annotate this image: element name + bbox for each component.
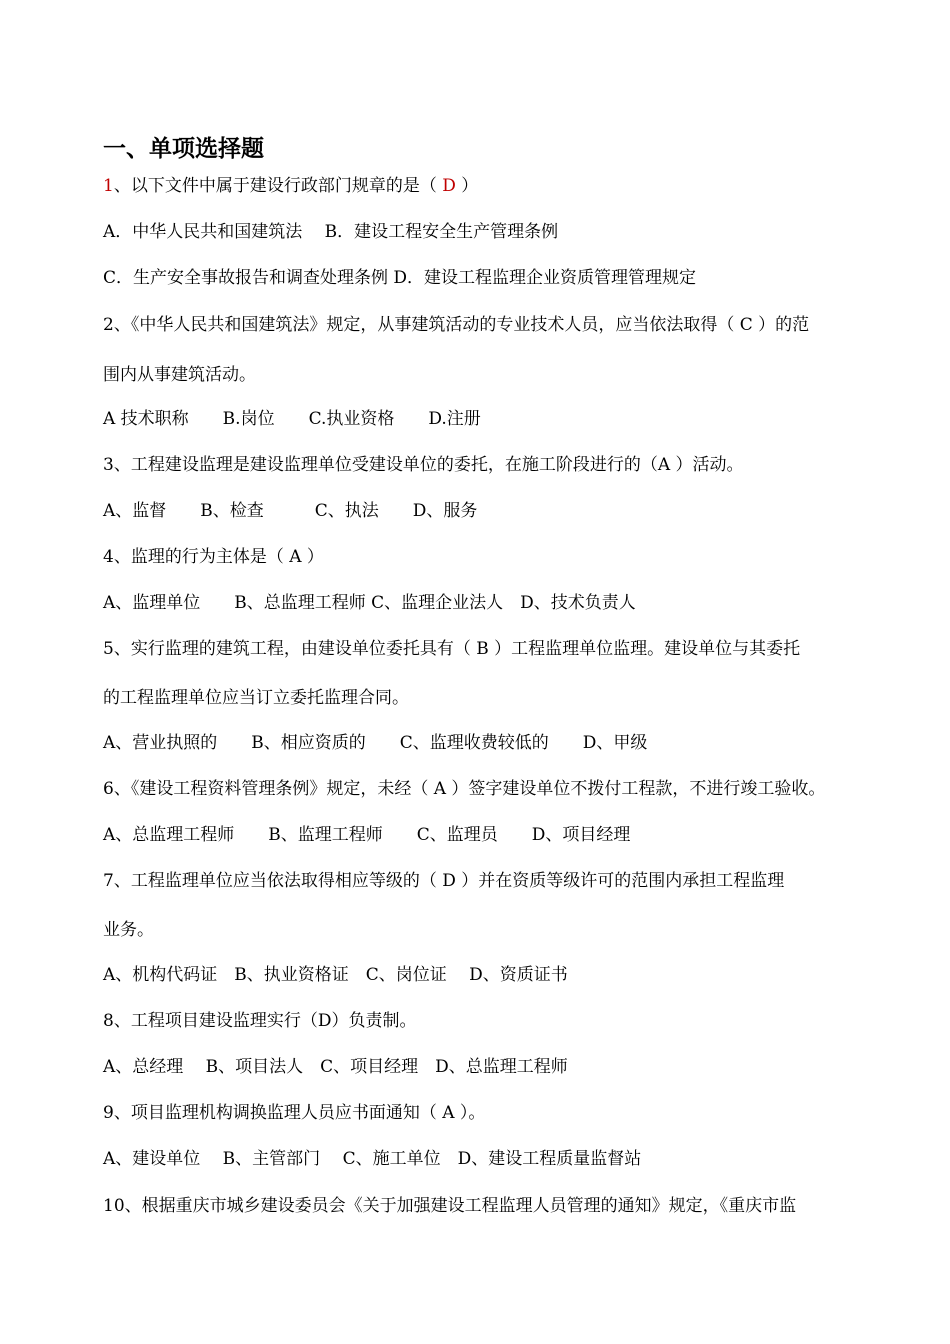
- question-8: 8、工程项目建设监理实行（D）负责制。: [103, 1011, 417, 1031]
- question-4: 4、监理的行为主体是（ A ）: [103, 547, 324, 567]
- question-5-line-2: 的工程监理单位应当订立委托监理合同。: [103, 688, 409, 708]
- question-1-number: 1: [103, 176, 114, 196]
- question-5-line-1: 5、实行监理的建筑工程，由建设单位委托具有（ B ）工程监理单位监理。建设单位与其委托: [103, 639, 801, 659]
- question-2-line-2: 围内从事建筑活动。: [103, 365, 256, 385]
- question-2-line-1: 2、《中华人民共和国建筑法》规定，从事建筑活动的专业技术人员，应当依法取得（ C ）的范: [103, 315, 810, 335]
- q8-options: A、总经理 B、项目法人 C、项目经理 D、总监理工程师: [103, 1057, 568, 1077]
- section-title: 一、单项选择题: [103, 136, 264, 162]
- question-1-close: ）: [455, 176, 479, 196]
- question-7-line-1: 7、工程监理单位应当依法取得相应等级的（ D ）并在资质等级许可的范围内承担工程监理: [103, 871, 785, 891]
- question-6: 6、《建设工程资料管理条例》规定，未经（ A ）签字建设单位不拨付工程款，不进行竣工验收。: [103, 779, 826, 799]
- q5-options: A、营业执照的 B、相应资质的 C、监理收费较低的 D、甲级: [103, 733, 648, 753]
- q1-options-line-1: A．中华人民共和国建筑法 B．建设工程安全生产管理条例: [103, 222, 559, 242]
- question-3: 3、工程建设监理是建设监理单位受建设单位的委托，在施工阶段进行的（A ）活动。: [103, 455, 744, 475]
- q7-options: A、机构代码证 B、执业资格证 C、岗位证 D、资质证书: [103, 965, 568, 985]
- question-9: 9、项目监理机构调换监理人员应书面通知（ A ）。: [103, 1103, 486, 1123]
- q6-options: A、总监理工程师 B、监理工程师 C、监理员 D、项目经理: [103, 825, 631, 845]
- q4-options: A、监理单位 B、总监理工程师 C、监理企业法人 D、技术负责人: [103, 593, 636, 613]
- question-1-text: 、以下文件中属于建设行政部门规章的是（: [113, 176, 443, 196]
- question-7-line-2: 业务。: [103, 920, 154, 940]
- q2-options: A 技术职称 B.岗位 C.执业资格 D.注册: [103, 409, 481, 429]
- question-1-answer: D: [442, 176, 456, 196]
- q1-options-line-2: C．生产安全事故报告和调查处理条例 D．建设工程监理企业资质管理管理规定: [103, 268, 697, 288]
- question-10-line-1: 10、根据重庆市城乡建设委员会《关于加强建设工程监理人员管理的通知》规定，《重庆市监: [103, 1196, 797, 1216]
- question-1: [103, 175, 478, 197]
- q3-options: A、监督 B、检查 C、执法 D、服务: [103, 501, 478, 521]
- q9-options: A、建设单位 B、主管部门 C、施工单位 D、建设工程质量监督站: [103, 1149, 642, 1169]
